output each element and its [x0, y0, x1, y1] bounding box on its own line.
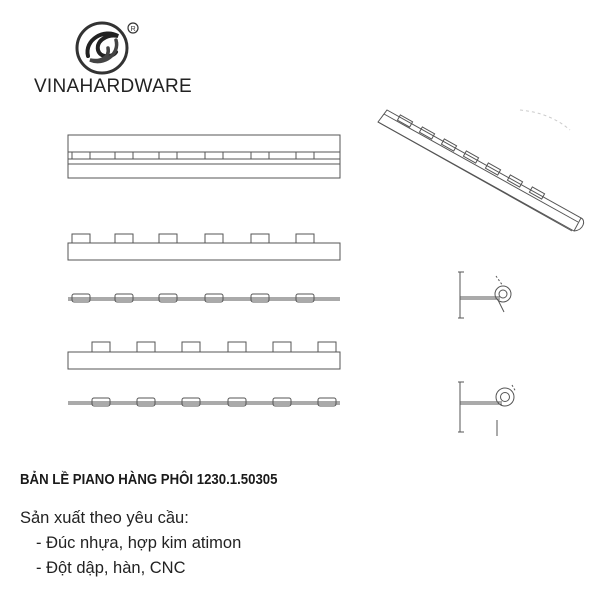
method-item: - Đột dập, hàn, CNC [36, 559, 186, 577]
hinge-cross-section-1 [458, 272, 511, 318]
hinge-isometric-view [378, 110, 584, 231]
hinge-edge-view-2 [68, 398, 340, 406]
method-item: - Đúc nhựa, hợp kim atimon [36, 534, 242, 552]
hinge-edge-view-1 [68, 294, 340, 302]
hinge-cross-section-2 [458, 382, 516, 436]
product-title: BẢN LỀ PIANO HÀNG PHÔI 1230.1.50305 [20, 471, 278, 488]
brand-name: VINAHARDWARE [33, 76, 193, 97]
production-intro: Sản xuất theo yêu cầu: [20, 509, 189, 527]
hinge-leaf-view-2 [68, 342, 340, 369]
hinge-plan-view [68, 135, 340, 178]
hinge-leaf-view-1 [68, 234, 340, 260]
product-description [20, 506, 241, 581]
registered-mark: R [130, 26, 136, 33]
